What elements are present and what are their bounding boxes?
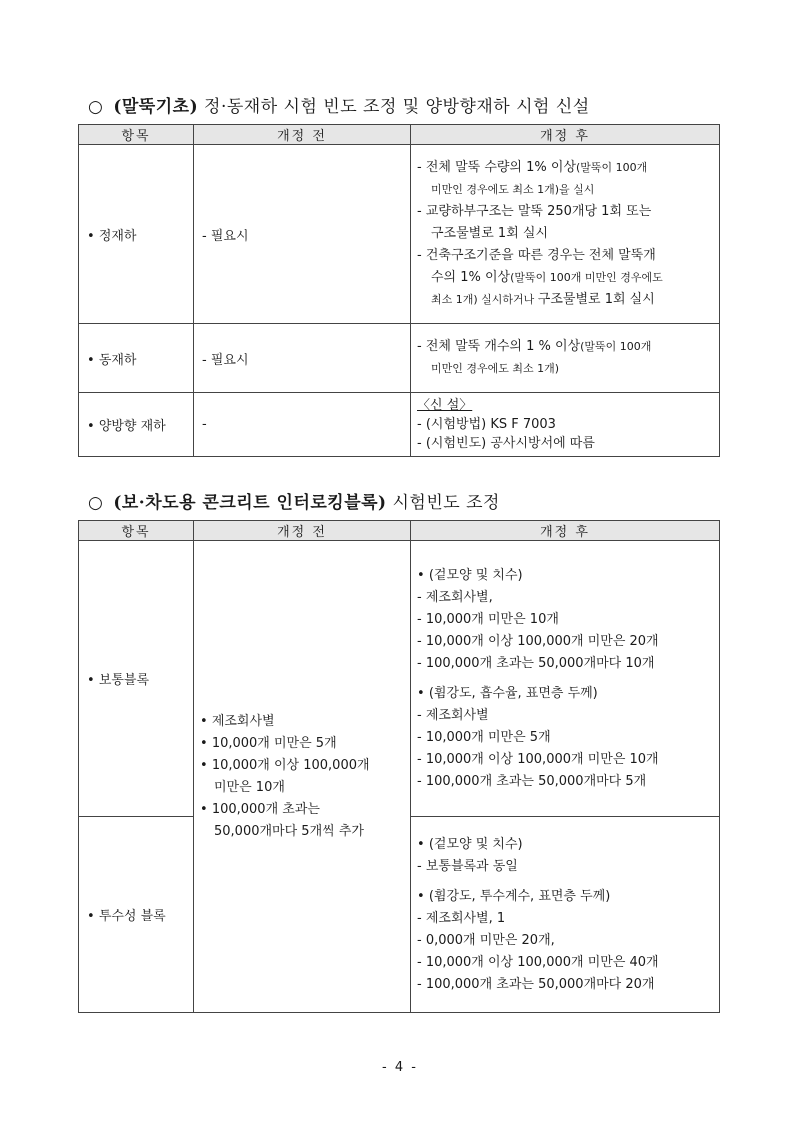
- pile-test-table: [78, 124, 720, 457]
- table-row: [79, 324, 720, 393]
- block-test-table: [78, 520, 720, 1013]
- row-before: - 필요시: [194, 324, 411, 393]
- after-line: 미만인 경우에도 최소 1개)을 실시: [431, 183, 595, 196]
- header-item: 항목: [79, 521, 194, 541]
- before-line: • 제조회사별: [200, 711, 410, 733]
- after-line: - 제조회사별: [417, 707, 489, 723]
- after-line: - 10,000개 이상 100,000개 미만은 20개: [417, 633, 659, 649]
- after-line: - 전체 말뚝 개수의 1 % 이상(말뚝이 100개: [417, 339, 652, 354]
- row-item: • 정재하: [87, 229, 137, 244]
- table-header-row: [79, 521, 720, 541]
- before-line: • 100,000개 초과는: [200, 799, 410, 821]
- table-row: [79, 145, 720, 324]
- header-after: 개정 후: [411, 521, 720, 541]
- after-line: - 10,000개 미만은 5개: [417, 729, 551, 745]
- row-before: - 필요시: [194, 145, 411, 324]
- section-title-bold: (말뚝기초): [113, 97, 199, 117]
- before-line: • 10,000개 미만은 5개: [200, 733, 410, 755]
- section-title-rest: 시험빈도 조정: [386, 493, 500, 513]
- after-line: - 10,000개 이상 100,000개 미만은 10개: [417, 751, 659, 767]
- section-title-bold: (보·차도용 콘크리트 인터로킹블록): [113, 493, 387, 513]
- section-title-rest: 정·동재하 시험 빈도 조정 및 양방향재하 시험 신설: [198, 97, 590, 117]
- after-line: • (겉모양 및 치수): [417, 565, 713, 587]
- after-line: 수의 1% 이상(말뚝이 100개 미만인 경우에도: [431, 270, 663, 285]
- after-line: - 100,000개 초과는 50,000개마다 10개: [417, 655, 655, 671]
- row-before: -: [194, 393, 411, 457]
- circle-bullet-icon: ○: [88, 97, 104, 117]
- after-line: - 제조회사별,: [417, 589, 493, 605]
- circle-bullet-icon: ○: [88, 493, 104, 513]
- after-line: - 보통블록과 동일: [417, 858, 518, 874]
- before-line: 50,000개마다 5개씩 추가: [214, 823, 364, 839]
- after-line: - 제조회사별, 1: [417, 910, 506, 926]
- after-line: - 100,000개 초과는 50,000개마다 5개: [417, 773, 647, 789]
- after-line: - 교량하부구조는 말뚝 250개당 1회 또는: [417, 204, 652, 219]
- before-line: • 10,000개 이상 100,000개: [200, 755, 410, 777]
- header-before: 개정 전: [194, 125, 411, 145]
- after-line: - 0,000개 미만은 20개,: [417, 932, 555, 948]
- after-line: 미만인 경우에도 최소 1개): [431, 362, 560, 375]
- row-item: • 보통블록: [87, 673, 149, 688]
- table-row: [79, 541, 720, 817]
- header-after: 개정 후: [411, 125, 720, 145]
- after-line: 구조물별로 1회 실시: [431, 226, 548, 241]
- after-line: • (겉모양 및 치수): [417, 834, 713, 856]
- before-line: 미만은 10개: [214, 779, 285, 795]
- page-number: - 4 -: [382, 1060, 418, 1075]
- after-line: - (시험빈도) 공사시방서에 따름: [417, 436, 595, 451]
- after-line: - 100,000개 초과는 50,000개마다 20개: [417, 976, 655, 992]
- section-title-pile-foundation: [88, 92, 590, 117]
- after-line: - 건축구조기준을 따른 경우는 전체 말뚝개: [417, 248, 656, 263]
- after-line: 최소 1개) 실시하거나 구조물별로 1회 실시: [431, 292, 655, 307]
- after-line-new: 〈신 설〉: [417, 398, 473, 413]
- section-title-interlocking-block: [88, 488, 500, 513]
- after-line: - 전체 말뚝 수량의 1% 이상(말뚝이 100개: [417, 160, 648, 175]
- table-row: [79, 393, 720, 457]
- after-line: - 10,000개 미만은 10개: [417, 611, 559, 627]
- after-line: - (시험방법) KS F 7003: [417, 417, 556, 432]
- row-item: • 동재하: [87, 353, 137, 368]
- row-item: • 양방향 재하: [87, 419, 166, 434]
- header-item: 항목: [79, 125, 194, 145]
- table-header-row: [79, 125, 720, 145]
- after-line: • (휨강도, 투수계수, 표면층 두께): [417, 886, 713, 908]
- header-before: 개정 전: [194, 521, 411, 541]
- row-item: • 투수성 블록: [87, 909, 166, 924]
- after-line: • (휨강도, 흡수율, 표면층 두께): [417, 683, 713, 705]
- after-line: - 10,000개 이상 100,000개 미만은 40개: [417, 954, 659, 970]
